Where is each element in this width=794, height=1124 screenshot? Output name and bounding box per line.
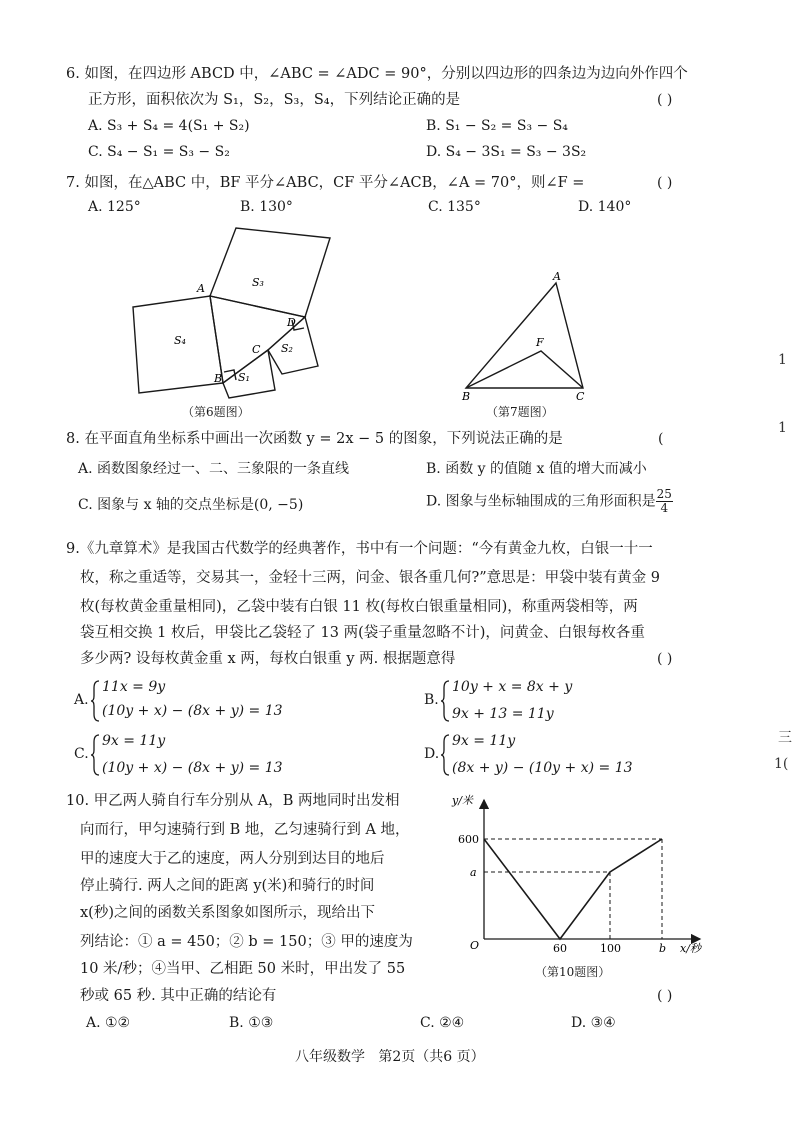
figure-10-graph bbox=[440, 785, 710, 970]
q9-line4: 袋互相交换 1 枚后，甲袋比乙袋轻了 13 两(袋子重量忽略不计)，问黄金、白银每枚各重 bbox=[80, 625, 645, 641]
q10-option-b: B. ①③ bbox=[229, 1015, 274, 1031]
q9-option-c-label: C. bbox=[74, 746, 89, 762]
q6-answer-paren: ( ) bbox=[657, 92, 673, 108]
q7-answer-paren: ( ) bbox=[657, 175, 673, 191]
square-s3 bbox=[210, 228, 330, 317]
edge-mark-1: 1 bbox=[778, 352, 787, 368]
q9-option-d-brace bbox=[440, 734, 450, 776]
fig7-caption: （第7题图） bbox=[486, 405, 554, 419]
quad-abcd bbox=[210, 296, 305, 383]
fraction-numerator: 25 bbox=[656, 487, 672, 501]
y-tick-a: a bbox=[470, 866, 477, 879]
angle-bisectors-bf-cf bbox=[466, 351, 583, 388]
q8-line1: 8. 在平面直角坐标系中画出一次函数 y = 2x − 5 的图象，下列说法正确的是 bbox=[66, 431, 563, 447]
fig6-label-s4: S₄ bbox=[174, 334, 186, 347]
q10-answer-paren: ( ) bbox=[657, 988, 673, 1004]
q6-line1: 6. 如图，在四边形 ABCD 中，∠ABC = ∠ADC = 90°，分别以四边形的四条边为边向外作四个 bbox=[66, 66, 688, 82]
q8-option-b: B. 函数 y 的值随 x 值的增大而减小 bbox=[426, 461, 647, 477]
q6-option-c: C. S₄ − S₁ = S₃ − S₂ bbox=[88, 144, 230, 160]
edge-mark-3: 三 bbox=[778, 730, 792, 746]
x-axis-label: x/秒 bbox=[680, 942, 701, 955]
q10-line7: 10 米/秒；④当甲、乙相距 50 米时，甲出发了 55 bbox=[80, 961, 406, 977]
q7-option-a: A. 125° bbox=[88, 199, 141, 215]
q9-line3: 枚(每枚黄金重量相同)，乙袋中装有白银 11 枚(每枚白银重量相同)，称重两袋相等，两 bbox=[80, 599, 638, 615]
q8-answer-paren: ( bbox=[658, 431, 664, 447]
origin-label: O bbox=[470, 939, 480, 952]
q9-option-a-eq2: (10y + x) − (8x + y) = 13 bbox=[102, 703, 283, 719]
y-axis-label: y/米 bbox=[452, 794, 473, 807]
q10-line1: 10. 甲乙两人骑自行车分别从 A，B 两地同时出发相 bbox=[66, 793, 400, 809]
q8-option-d-fraction bbox=[656, 488, 673, 515]
q10-line2: 向而行，甲匀速骑行到 B 地，乙匀速骑行到 A 地， bbox=[80, 822, 410, 838]
q9-line5: 多少两? 设每枚黄金重 x 两，每枚白银重 y 两. 根据题意得 bbox=[80, 651, 456, 667]
x-tick-60: 60 bbox=[553, 942, 567, 955]
q9-option-d-eq2: (8x + y) − (10y + x) = 13 bbox=[452, 760, 633, 776]
fig7-label-b: B bbox=[462, 390, 471, 403]
q8-option-d-text: D. 图象与坐标轴围成的三角形面积是 bbox=[426, 493, 656, 510]
fraction-denominator: 4 bbox=[660, 501, 669, 515]
q10-option-d: D. ③④ bbox=[571, 1015, 616, 1031]
q9-option-d-label: D. bbox=[424, 746, 440, 762]
fig6-caption: （第6题图） bbox=[182, 405, 250, 419]
q9-option-d-eq1: 9x = 11y bbox=[452, 733, 516, 749]
x-tick-100: 100 bbox=[600, 942, 621, 955]
distance-line bbox=[484, 839, 662, 939]
page-footer: 八年级数学 第2页（共6 页） bbox=[295, 1049, 485, 1065]
fig7-label-a: A bbox=[553, 270, 561, 283]
figure-7 bbox=[455, 265, 600, 405]
fig7-label-c: C bbox=[576, 390, 585, 403]
q7-option-b: B. 130° bbox=[240, 199, 293, 215]
q7-option-c: C. 135° bbox=[428, 199, 481, 215]
q10-option-c: C. ②④ bbox=[420, 1015, 465, 1031]
q9-option-a-eq1: 11x = 9y bbox=[102, 679, 166, 695]
q9-option-b-eq1: 10y + x = 8x + y bbox=[452, 679, 573, 695]
fig6-label-c: C bbox=[252, 343, 261, 356]
q6-option-d: D. S₄ − 3S₁ = S₃ − 3S₂ bbox=[426, 144, 587, 160]
q10-line4: 停止骑行. 两人之间的距离 y(米)和骑行的时间 bbox=[80, 878, 375, 894]
edge-mark-4: 1( bbox=[774, 756, 789, 772]
q9-option-c-eq1: 9x = 11y bbox=[102, 733, 166, 749]
q10-option-a: A. ①② bbox=[86, 1015, 131, 1031]
q8-option-d bbox=[426, 488, 673, 515]
fig6-label-s3: S₃ bbox=[252, 276, 264, 289]
edge-mark-2: 1 bbox=[778, 420, 787, 436]
q9-option-b-label: B. bbox=[424, 692, 439, 708]
q10-line6: 列结论：① a = 450；② b = 150；③ 甲的速度为 bbox=[80, 934, 413, 950]
q10-line3: 甲的速度大于乙的速度，两人分别到达目的地后 bbox=[80, 851, 385, 867]
q9-answer-paren: ( ) bbox=[657, 651, 673, 667]
q9-option-c-eq2: (10y + x) − (8x + y) = 13 bbox=[102, 760, 283, 776]
x-tick-b: b bbox=[659, 942, 667, 955]
q8-option-a: A. 函数图象经过一、二、三象限的一条直线 bbox=[78, 461, 350, 477]
q10-line8: 秒或 65 秒. 其中正确的结论有 bbox=[80, 988, 277, 1004]
fig10-caption: （第10题图） bbox=[535, 965, 611, 979]
q9-option-a-label: A. bbox=[74, 692, 89, 708]
q9-line2: 枚，称之重适等，交易其一，金轻十三两，问金、银各重几何?”意思是：甲袋中装有黄金 9 bbox=[80, 570, 661, 586]
figure-6 bbox=[120, 222, 340, 402]
q7-option-d: D. 140° bbox=[578, 199, 632, 215]
q6-option-a: A. S₃ + S₄ = 4(S₁ + S₂) bbox=[88, 118, 250, 134]
fig7-label-f: F bbox=[536, 336, 544, 349]
q9-option-b-brace bbox=[440, 680, 450, 722]
q9-line1: 9.《九章算术》是我国古代数学的经典著作，书中有一个问题：“今有黄金九枚，白银一十一 bbox=[66, 541, 653, 557]
q7-line1: 7. 如图，在△ABC 中，BF 平分∠ABC，CF 平分∠ACB，∠A = 70°，则∠F = bbox=[66, 175, 585, 191]
q10-line5: x(秒)之间的函数关系图象如图所示，现给出下 bbox=[80, 905, 375, 921]
q8-option-c: C. 图象与 x 轴的交点坐标是(0, −5) bbox=[78, 497, 304, 513]
fig6-label-d: D bbox=[287, 316, 296, 329]
q9-option-c-brace bbox=[90, 734, 100, 776]
q9-option-b-eq2: 9x + 13 = 11y bbox=[452, 706, 554, 722]
fig6-label-b: B bbox=[214, 372, 223, 385]
q6-line2: 正方形，面积依次为 S₁，S₂，S₃，S₄，下列结论正确的是 bbox=[88, 92, 461, 108]
fig6-label-a: A bbox=[197, 282, 205, 295]
q9-option-a-brace bbox=[90, 680, 100, 722]
q6-option-b: B. S₁ − S₂ = S₃ − S₄ bbox=[426, 118, 568, 134]
y-tick-600: 600 bbox=[458, 833, 479, 846]
fig6-label-s1: S₁ bbox=[238, 371, 250, 384]
fig6-label-s2: S₂ bbox=[281, 342, 293, 355]
